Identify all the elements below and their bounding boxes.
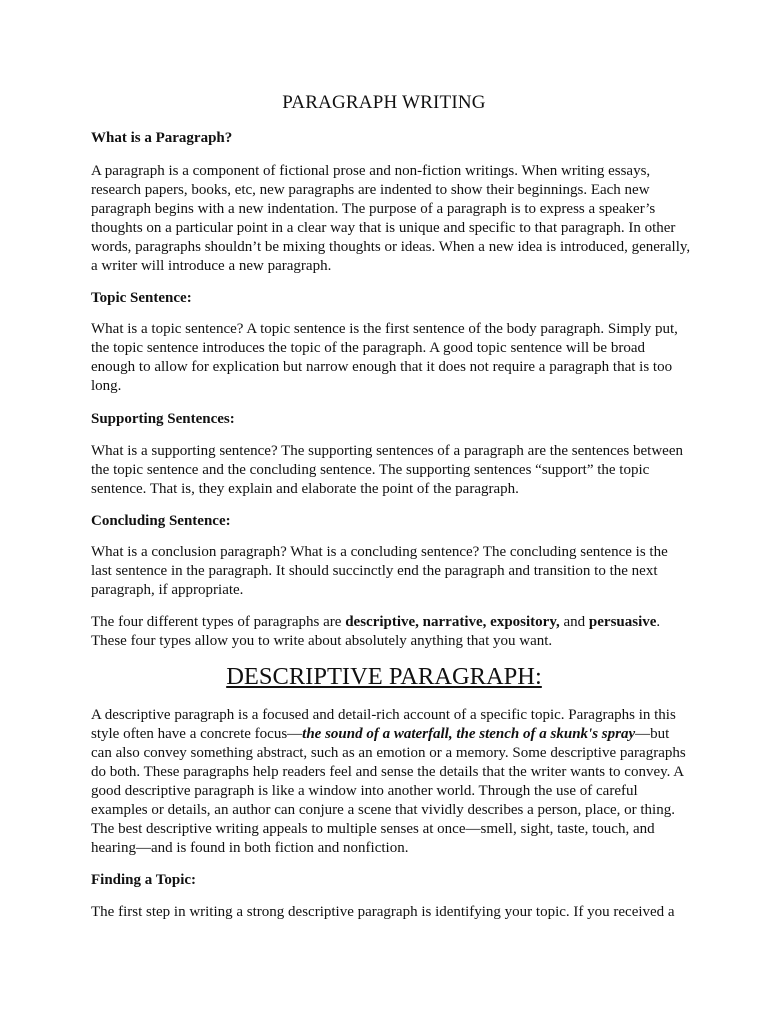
paragraph-what-is-paragraph: A paragraph is a component of fictional prose and non-fiction writings. When writing essays, research papers, books, etc, new paragraphs are indented to show their beginnings. Each new paragraph begins with a new indentation. The purpose of a paragraph is to express a speaker’s thoughts on a particular point in a clear way that is unique and specific to that paragraph. In other words, paragraphs shouldn’t be mixing thoughts or ideas. When a new idea is introduced, generally, a writer will introduce a new paragraph.	[91, 163, 691, 274]
heading-what-is-paragraph: What is a Paragraph?	[91, 130, 233, 146]
types-bold-persuasive: persuasive	[588, 614, 657, 630]
paragraph-descriptive	[91, 706, 691, 858]
paragraph-concluding-sentence: What is a conclusion paragraph? What is a concluding sentence? The concluding sentence is the last sentence in the paragraph. It should succinctly end the paragraph and transition to the next paragraph, if appropriate.	[91, 544, 668, 598]
heading-concluding-sentence: Concluding Sentence:	[91, 513, 231, 529]
paragraph-types	[91, 613, 691, 651]
descriptive-emphasis-text: the sound of a waterfall, the stench of a skunk's spray	[302, 726, 636, 742]
descriptive-intro-text: A descriptive paragraph is a focused and detail-rich account of a specific topic. Paragraphs in this style often have a concrete focus—	[91, 707, 676, 742]
heading-supporting-sentences: Supporting Sentences:	[91, 411, 235, 427]
types-outro-text: . These four types allow you to write about absolutely anything that you want.	[91, 614, 661, 649]
types-bold-list: descriptive, narrative, expository,	[345, 614, 560, 630]
heading-finding-a-topic: Finding a Topic:	[91, 872, 197, 888]
descriptive-rest-text: —but can also convey something abstract, such as an emotion or a memory. Some descriptive paragraphs do both. These paragraphs help readers feel and sense the details that the writer wants to convey. A good descriptive paragraph is like a window into another world. Through the use of careful examples or details, an author can conjure a scene that vividly describes a person, place, or thing. The best descriptive writing appeals to multiple senses at once—smell, sight, taste, touch, and hearing—and is found in both fiction and nonfiction.	[91, 726, 686, 856]
paragraph-finding-a-topic: The first step in writing a strong descriptive paragraph is identifying your topic. If you received a	[91, 904, 675, 920]
paragraph-topic-sentence: What is a topic sentence? A topic sentence is the first sentence of the body paragraph. Simply put, the topic sentence introduces the topic of the paragraph. A good topic sentence will be broad enough to allow for explication but narrow enough that it does not require a paragraph that is too long.	[91, 321, 678, 394]
paragraph-supporting-sentences: What is a supporting sentence? The supporting sentences of a paragraph are the sentences between the topic sentence and the concluding sentence. The supporting sentences “support” the topic sentence. That is, they explain and elaborate the point of the paragraph.	[91, 443, 683, 497]
descriptive-paragraph-title: DESCRIPTIVE PARAGRAPH:	[226, 663, 542, 690]
heading-topic-sentence: Topic Sentence:	[91, 290, 192, 306]
types-intro-text: The four different types of paragraphs are	[91, 614, 346, 630]
types-and-text: and	[559, 614, 589, 630]
page-title: PARAGRAPH WRITING	[282, 92, 486, 113]
